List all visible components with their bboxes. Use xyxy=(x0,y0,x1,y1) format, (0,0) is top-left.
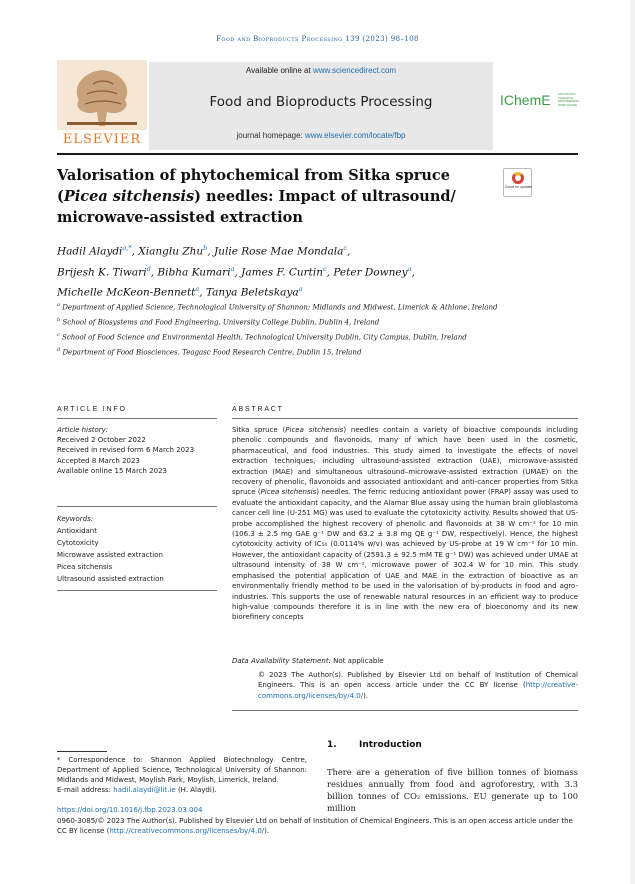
journal-title: Food and Bioproducts Processing xyxy=(209,94,433,110)
email-line xyxy=(57,785,307,795)
check-for-updates-button[interactable] xyxy=(503,168,532,197)
copyright-notice xyxy=(258,670,578,701)
author-name[interactable]: James F. Curtin xyxy=(241,266,323,278)
author-name[interactable]: Bibha Kumari xyxy=(157,266,231,278)
section-number: 1. xyxy=(327,740,337,750)
history-accepted: Accepted 8 March 2023 xyxy=(57,456,140,465)
author-separator: , xyxy=(347,245,351,258)
affiliation-item xyxy=(57,315,507,328)
elsevier-logo xyxy=(57,60,147,150)
article-info-rule xyxy=(57,418,217,419)
author-affiliation-marker[interactable]: a xyxy=(195,285,200,293)
affiliation-text: Department of Food Biosciences, Teagasc Food Research Centre, Dublin 15, Ireland xyxy=(62,348,362,357)
author-affiliation-marker[interactable]: d xyxy=(146,264,151,273)
issn-license xyxy=(57,816,578,836)
author-affiliation-marker[interactable]: c xyxy=(343,244,348,252)
abstract-species: Picea sitchensis xyxy=(260,488,317,497)
article-info-end-rule xyxy=(57,590,217,591)
issn-license-link[interactable]: http://creativecommons.org/licenses/by/4.0/ xyxy=(109,827,265,835)
journal-homepage xyxy=(149,131,493,140)
email-link[interactable]: hadil.alaydi@lit.ie xyxy=(113,786,176,794)
title-part-2: ) needles: Impact of ultrasound/ microwave-assisted extraction xyxy=(57,188,456,226)
history-online: Available online 15 March 2023 xyxy=(57,466,167,475)
author-separator: , xyxy=(150,266,158,278)
correspondence-footnote xyxy=(57,755,307,795)
author-separator: , xyxy=(131,245,139,258)
title-species: Picea sitchensis xyxy=(63,188,195,205)
author-name[interactable]: Tanya Beletskaya xyxy=(205,286,299,299)
affiliations xyxy=(57,300,507,360)
copyright-text: © 2023 The Author(s). Published by Elsevier Ltd on behalf of Institution of Chemical Engineers. This is an open access article under the CC BY license ( xyxy=(258,671,578,690)
icheme-logo xyxy=(500,92,580,110)
author-affiliation-marker[interactable]: a xyxy=(298,285,303,293)
correspondence-address: * Correspondence to: Shannon Applied Biotechnology Centre, Department of Applied Science, Technological University of Shannon: Midlands and Midwest, Moylish Park, Moylish, Limerick, Ireland. xyxy=(57,756,307,784)
abstract-heading: ABSTRACT xyxy=(232,406,284,413)
introduction-heading xyxy=(327,740,422,750)
affiliation-text: Department of Applied Science, Technological University of Shannon: Midlands and Midwest, Limerick & Athlone, Ireland xyxy=(62,303,498,312)
affiliation-text: School of Food Science and Environmental Health, Technological University Dublin, City Campus, Dublin, Ireland xyxy=(62,333,467,342)
das-value: Not applicable xyxy=(330,657,384,665)
author-separator: , xyxy=(207,245,215,258)
abstract-rule xyxy=(232,418,578,419)
homepage-link[interactable]: www.elsevier.com/locate/fbp xyxy=(305,131,406,140)
author-separator: , xyxy=(199,286,206,299)
author-separator: , xyxy=(326,266,334,278)
author-affiliation-marker[interactable]: c xyxy=(323,264,327,273)
doi-link[interactable]: https://doi.org/10.1016/j.fbp.2023.03.004 xyxy=(57,806,203,814)
affiliation-marker: c xyxy=(57,331,60,338)
email-suffix: (H. Alaydi). xyxy=(175,786,217,794)
affiliation-item xyxy=(57,300,507,313)
page-edge xyxy=(630,0,635,884)
abstract-species: Picea sitchensis xyxy=(285,426,344,434)
article-history xyxy=(57,425,217,476)
affiliation-marker: a xyxy=(57,302,60,308)
author-name[interactable]: Brijesh K. Tiwari xyxy=(57,266,147,278)
affiliation-marker: d xyxy=(57,346,61,353)
available-online-label: Available online at xyxy=(245,66,313,75)
abstract-part: Sitka spruce ( xyxy=(232,426,286,434)
keywords-label: Keywords: xyxy=(57,515,94,523)
running-head: Food and Bioproducts Processing 139 (2023) 98–108 xyxy=(216,35,419,43)
author-name[interactable]: Michelle McKeon-Bennett xyxy=(57,286,196,299)
icheme-wordmark: IChemE xyxy=(500,92,551,108)
introduction-text: There are a generation of five billion tonnes of biomass residues annually from food and agroforestry, with 3.3 billion tonnes of CO₂ emissions. EU generate up to 100 million xyxy=(327,767,578,813)
author-affiliation-marker[interactable]: a,* xyxy=(122,244,132,252)
elsevier-tree-icon xyxy=(57,60,147,130)
available-online xyxy=(149,66,493,75)
author-separator: , xyxy=(234,266,242,278)
author-name[interactable]: Peter Downey xyxy=(333,266,408,278)
keyword-item: Ultrasound assisted extraction xyxy=(57,575,164,583)
author-list xyxy=(57,240,527,302)
homepage-label: journal homepage: xyxy=(236,131,305,140)
keyword-item: Antioxidant xyxy=(57,527,97,535)
history-label: Article history: xyxy=(57,426,109,434)
author-name[interactable]: Julie Rose Mae Mondala xyxy=(214,245,344,258)
footnote-rule xyxy=(57,751,107,752)
sciencedirect-link[interactable]: www.sciencedirect.com xyxy=(312,66,397,75)
article-title xyxy=(57,165,477,228)
copyright-end: ). xyxy=(363,691,369,700)
data-availability-statement xyxy=(232,656,578,666)
article-info-heading: ARTICLE INFO xyxy=(57,406,127,413)
affiliation-text: School of Biosystems and Food Engineering, University College Dublin, Dublin 4, Ireland xyxy=(62,318,380,327)
abstract-text xyxy=(232,425,578,623)
issn-end: ). xyxy=(264,827,270,835)
das-label: Data Availability Statement: xyxy=(232,657,331,665)
check-updates-label: Check for updates xyxy=(504,185,533,189)
affiliation-item xyxy=(57,345,507,358)
abstract-part: ) needles. The ferric reducing antioxidant power (FRAP) assay was used to evaluate the antioxidant capacity, and the Alamar Blue assay using the human brain glioblastoma cancer cell line (U-251 MG) was used to evaluate the cytotoxicity activity. Results showed that US-probe accomplished the highest recovery of phenolic and flavonoids at 38 W cm⁻² for 10 min (106.3 ± 2.5 mg GAE g⁻¹ DW and 63.2 ± 3.8 mg QE g⁻¹ DW, respectively). Hence, the highest cytotoxicity activity of IC₅₀ (0.0114% w/v) was achieved by US-probe at 19 W cm⁻² for 10 min. However, the antioxidant capacity of (2591.3 ± 92.5 mM TE g⁻¹ DW) was achieved under UMAE at ultrasound intensity of 38 W cm⁻², microwave power of 302.4 W for 10 min. This study emphasised the potential application of UAE and MAE in the extraction of bioactive as an environmentally friendly method to be used in the valorisation of by-products in food and agro-industries. This supports the use of renewable natural resources in an efficient way to produce high-value compounds therefore it is in line with the new era of bioeconomy and its new biorefinery concepts xyxy=(232,488,578,622)
check-updates-icon xyxy=(512,172,524,184)
journal-masthead xyxy=(149,62,493,150)
author-affiliation-marker[interactable]: a xyxy=(230,264,235,273)
author-affiliation-marker[interactable]: b xyxy=(203,244,208,252)
keywords-rule xyxy=(57,506,217,507)
abstract-end-rule xyxy=(232,710,578,711)
history-revised: Received in revised form 6 March 2023 xyxy=(57,446,195,455)
keyword-item: Microwave assisted extraction xyxy=(57,551,163,559)
elsevier-wordmark: ELSEVIER xyxy=(62,132,142,147)
author-name[interactable]: Hadil Alaydi xyxy=(57,245,123,258)
abstract-part: ) needles contain a variety of bioactive compounds including phenolic compounds and flavonoids, many of which have been used in the cosmetic, pharmaceutical, and food industries. This study aimed to investigate the effects of novel extraction techniques, including ultrasound-assisted extraction (UAE), microwave-assisted extraction (MAE) and simultaneous ultrasound–microwave-assisted extraction (UMAE) on the recovery of phenolic, flavonoids and associated antioxidant and anti-cancer properties from Sitka spruce ( xyxy=(232,426,578,497)
author-affiliation-marker[interactable]: a xyxy=(407,264,412,273)
keyword-item: Cytotoxicity xyxy=(57,539,99,547)
license-link[interactable]: http://creative-commons.org/licenses/by/4.0/ xyxy=(258,681,578,700)
affiliation-marker: b xyxy=(57,316,61,323)
keywords xyxy=(57,513,217,585)
issn-text: 0960-3085/© 2023 The Author(s). Published by Elsevier Ltd on behalf of Institution of Chemical Engineers. This is an open access article under the CC BY license ( xyxy=(57,817,573,835)
history-received: Received 2 October 2022 xyxy=(57,436,146,445)
keyword-item: Picea sitchensis xyxy=(57,563,113,571)
author-name[interactable]: Xianglu Zhu xyxy=(138,245,204,258)
affiliation-item xyxy=(57,330,507,343)
author-separator: , xyxy=(411,266,415,278)
icheme-tagline: ADVANCING CHEMICAL ENGINEERING WORLDWIDE xyxy=(558,92,580,107)
masthead-rule xyxy=(57,153,578,155)
title-part-1: Valorisation of phytochemical from Sitka spruce ( xyxy=(57,167,450,205)
email-label: E-mail address: xyxy=(57,786,114,794)
section-title: Introduction xyxy=(359,740,422,750)
